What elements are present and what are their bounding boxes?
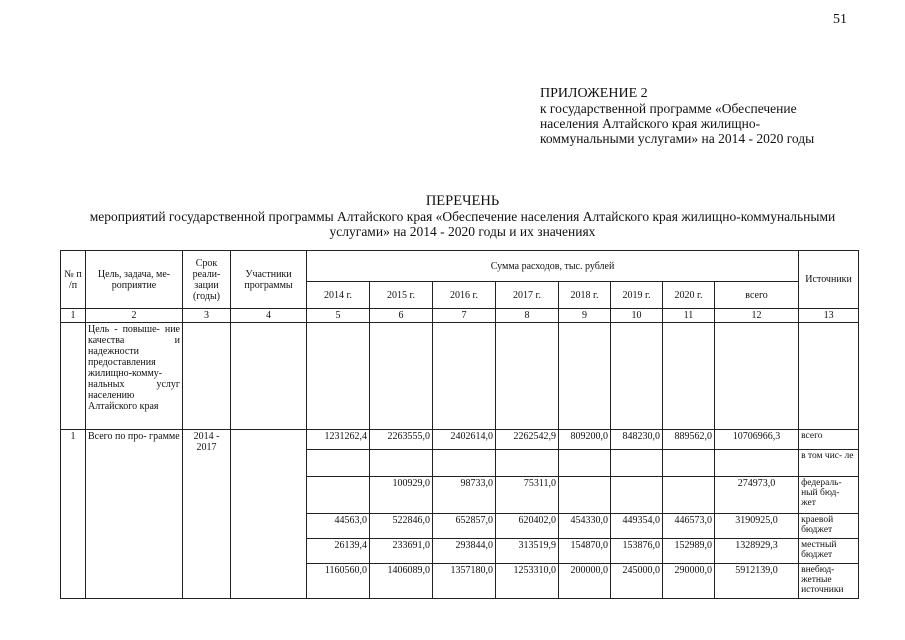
value-cell-total: 3190925,0 — [715, 514, 799, 539]
header-goal: Цель, задача, ме- роприятие — [86, 251, 183, 309]
value-cell: 652857,0 — [433, 514, 496, 539]
title-main: ПЕРЕЧЕНЬ — [425, 193, 500, 209]
header-year-total: всего — [715, 282, 799, 309]
header-sources: Источники — [799, 251, 859, 309]
program-name: Всего по про- грамме — [86, 430, 183, 599]
value-cell: 2402614,0 — [433, 430, 496, 450]
value-cell: 44563,0 — [307, 514, 370, 539]
header-year: 2014 г. — [307, 282, 370, 309]
value-cell — [559, 477, 611, 514]
appendix-block — [540, 86, 880, 146]
value-cell — [663, 450, 715, 477]
source-cell: в том чис- ле — [799, 450, 859, 477]
table-row-total — [61, 430, 859, 450]
value-cell: 446573,0 — [663, 514, 715, 539]
title-sub: мероприятий государственной программы Алтайского края «Обеспечение населения Алтайского края жилищно-коммунальными услугами» на 2014 - 2020 годы и их значениях — [89, 209, 836, 239]
value-cell: 98733,0 — [433, 477, 496, 514]
appendix-line-1: к государственной программе «Обеспечение — [540, 101, 797, 116]
column-number: 4 — [231, 309, 307, 323]
column-number: 11 — [663, 309, 715, 323]
column-numbers-row — [61, 309, 859, 323]
value-cell: 290000,0 — [663, 564, 715, 599]
value-cell-total: 274973,0 — [715, 477, 799, 514]
value-cell — [433, 450, 496, 477]
source-cell: федераль- ный бюд- жет — [799, 477, 859, 514]
source-cell: краевой бюджет — [799, 514, 859, 539]
value-cell-total: 5912139,0 — [715, 564, 799, 599]
value-cell — [611, 477, 663, 514]
header-num: № п /п — [61, 251, 86, 309]
value-cell: 889562,0 — [663, 430, 715, 450]
column-number: 7 — [433, 309, 496, 323]
value-cell: 1253310,0 — [496, 564, 559, 599]
value-cell-total — [715, 450, 799, 477]
value-cell: 233691,0 — [370, 539, 433, 564]
value-cell: 1357180,0 — [433, 564, 496, 599]
expenses-table — [60, 250, 859, 599]
source-cell: внебюд- жетные источники — [799, 564, 859, 599]
header-row-1 — [61, 251, 859, 282]
value-cell: 1231262,4 — [307, 430, 370, 450]
column-number: 10 — [611, 309, 663, 323]
value-cell: 2262542,9 — [496, 430, 559, 450]
column-number: 3 — [183, 309, 231, 323]
value-cell: 75311,0 — [496, 477, 559, 514]
source-cell: местный бюджет — [799, 539, 859, 564]
column-number: 1 — [61, 309, 86, 323]
value-cell — [663, 477, 715, 514]
header-year: 2016 г. — [433, 282, 496, 309]
appendix-line-2: населения Алтайского края жилищно- — [540, 116, 761, 131]
source-cell: всего — [799, 430, 859, 450]
value-cell — [611, 450, 663, 477]
goal-row — [61, 323, 859, 430]
value-cell: 449354,0 — [611, 514, 663, 539]
value-cell: 522846,0 — [370, 514, 433, 539]
header-year: 2019 г. — [611, 282, 663, 309]
appendix-heading: ПРИЛОЖЕНИЕ 2 — [540, 86, 648, 101]
column-number: 12 — [715, 309, 799, 323]
header-expenses: Сумма расходов, тыс. рублей — [307, 251, 799, 282]
header-year: 2017 г. — [496, 282, 559, 309]
column-number: 6 — [370, 309, 433, 323]
value-cell: 313519,9 — [496, 539, 559, 564]
value-cell: 200000,0 — [559, 564, 611, 599]
value-cell — [370, 450, 433, 477]
header-year: 2020 г. — [663, 282, 715, 309]
value-cell: 100929,0 — [370, 477, 433, 514]
page-number: 51 — [833, 12, 847, 27]
value-cell: 293844,0 — [433, 539, 496, 564]
program-participants — [231, 430, 307, 599]
goal-text: Цель - повыше- ние качества и надежности предоставления жилищно-комму- нальных услуг населению Алтайского края — [86, 323, 183, 430]
document-title — [60, 194, 865, 239]
column-number: 5 — [307, 309, 370, 323]
value-cell — [559, 450, 611, 477]
value-cell-total: 1328929,3 — [715, 539, 799, 564]
header-participants: Участники программы — [231, 251, 307, 309]
header-year: 2015 г. — [370, 282, 433, 309]
header-year: 2018 г. — [559, 282, 611, 309]
value-cell: 153876,0 — [611, 539, 663, 564]
value-cell: 809200,0 — [559, 430, 611, 450]
column-number: 8 — [496, 309, 559, 323]
value-cell: 620402,0 — [496, 514, 559, 539]
column-number: 9 — [559, 309, 611, 323]
value-cell: 2263555,0 — [370, 430, 433, 450]
value-cell: 1406089,0 — [370, 564, 433, 599]
value-cell: 454330,0 — [559, 514, 611, 539]
value-cell — [496, 450, 559, 477]
column-number: 2 — [86, 309, 183, 323]
value-cell: 26139,4 — [307, 539, 370, 564]
value-cell: 245000,0 — [611, 564, 663, 599]
value-cell: 1160560,0 — [307, 564, 370, 599]
value-cell: 152989,0 — [663, 539, 715, 564]
appendix-line-3: коммунальными услугами» на 2014 - 2020 годы — [540, 131, 815, 146]
program-term: 2014 - 2017 — [183, 430, 231, 599]
value-cell — [307, 477, 370, 514]
value-cell: 154870,0 — [559, 539, 611, 564]
header-term: Срок реали- зации (годы) — [183, 251, 231, 309]
value-cell — [307, 450, 370, 477]
value-cell: 848230,0 — [611, 430, 663, 450]
program-num: 1 — [61, 430, 86, 599]
value-cell-total: 10706966,3 — [715, 430, 799, 450]
column-number: 13 — [799, 309, 859, 323]
